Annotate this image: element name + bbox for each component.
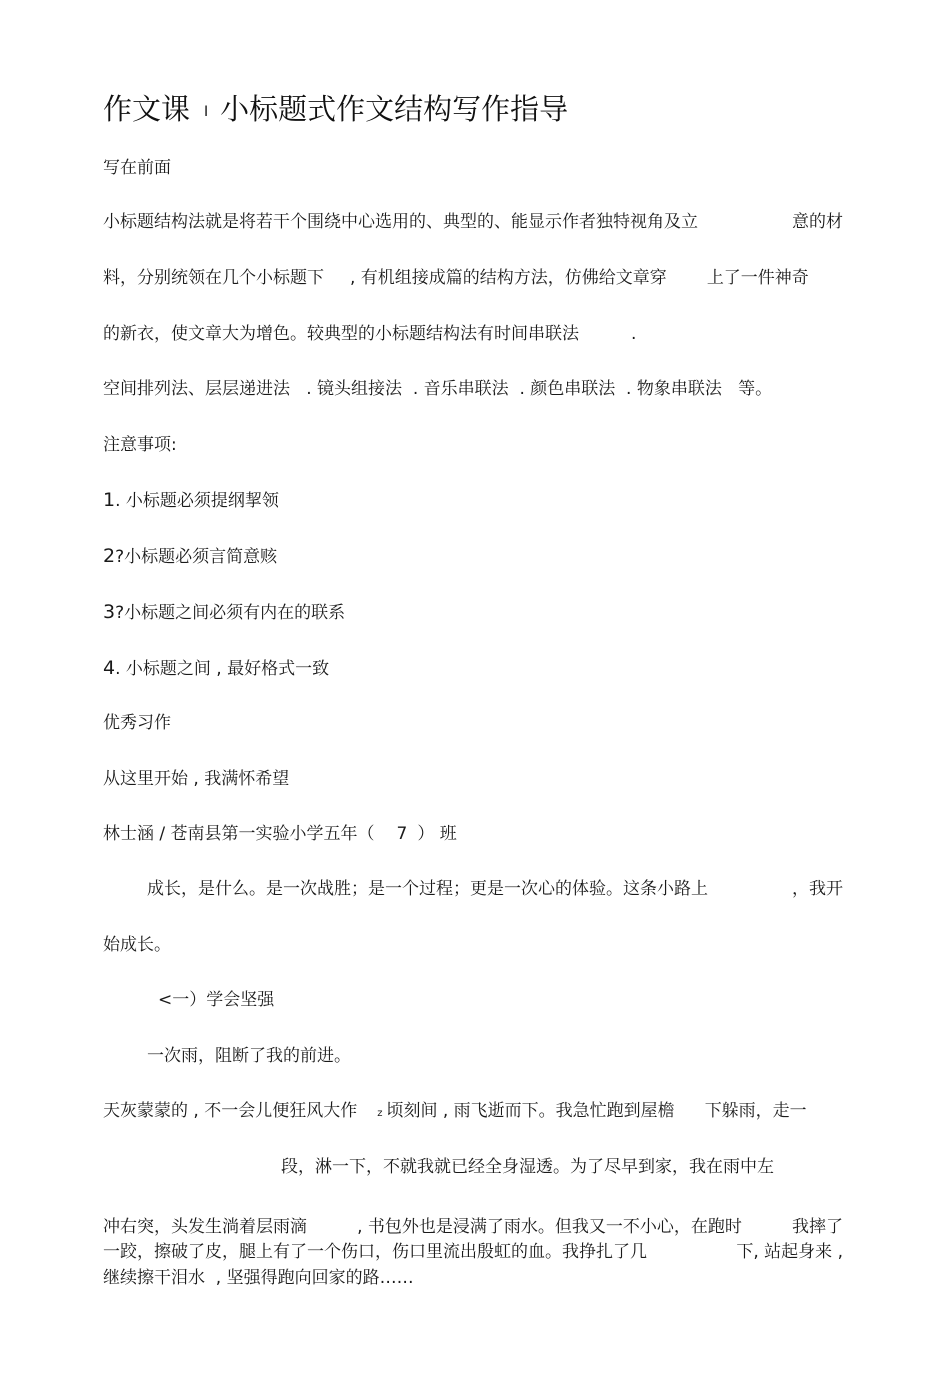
page-title (103, 90, 568, 131)
essay-paragraph-3-line-1 (103, 1100, 807, 1125)
intro-text: 小标题结构法就是将若干个围绕中心选用的、典型的、能显示作者独特视角及立 (103, 212, 698, 232)
essay-paragraph-3-line-4 (103, 1241, 843, 1263)
essay-paragraph-2: 一次雨，阻断了我的前进。 (147, 1046, 351, 1066)
intro-heading: 写在前面 (103, 158, 171, 178)
essay-title: 从这里开始 , 我满怀希望 (103, 769, 290, 789)
title-subtitle: 小标题式作文结构写作指导 (220, 92, 569, 126)
essay-paragraph-1-line-1 (147, 878, 843, 900)
essay-text: 下, 站起身来 , (736, 1242, 843, 1262)
essay-subheading: <一）学会坚强 (158, 990, 275, 1010)
author-class-number: 7 (396, 824, 408, 844)
essay-text: 成长，是什么。是一次战胜；是一个过程；更是一次心的体验。这条小路上 (147, 879, 708, 899)
intro-text: 的新衣，使文章大为增色。较典型的小标题结构法有时间串联法 (103, 324, 579, 344)
title-separator: I (204, 104, 209, 120)
essay-mark: z (377, 1108, 383, 1119)
essay-text: 我摔了 (792, 1217, 843, 1237)
note-item (103, 489, 279, 512)
note-text: ?小标题必须言简意赅 (115, 547, 278, 567)
note-number: 3 (103, 601, 116, 623)
intro-paragraph-line-2 (103, 267, 809, 289)
essay-text: 下躲雨，走一 (704, 1101, 807, 1121)
essay-text: 顷刻间 , 雨飞逝而下。我急忙跑到屋檐 (386, 1101, 675, 1121)
intro-text: 上了一件神奇 (706, 268, 809, 288)
intro-text: 料，分别统领在几个小标题下 (103, 268, 324, 288)
essay-text: 冲右突，头发生淌着层雨滴 (103, 1217, 307, 1237)
note-number: 2 (103, 545, 116, 567)
note-item (103, 657, 329, 680)
essay-paragraph-1-line-2: 始成长。 (103, 935, 171, 955)
essay-text: ，我开 (792, 879, 843, 899)
note-text: ?小标题之间必须有内在的联系 (115, 603, 346, 623)
note-item (103, 601, 345, 624)
note-text: . 小标题必须提纲挈领 (115, 491, 279, 511)
essay-author (103, 823, 457, 845)
intro-text: 意的材 (792, 212, 843, 232)
note-number: 4 (103, 657, 116, 679)
title-main: 作文课 (103, 92, 191, 126)
intro-text: , 有机组接成篇的结构方法，仿佛给文章穿 (350, 268, 667, 288)
intro-paragraph-line-4: 空间排列法、层层递进法 . 镜头组接法 . 音乐串联法 . 颜色串联法 . 物象串联法 等。 (103, 379, 773, 399)
notes-heading: 注意事项: (103, 435, 177, 455)
intro-text: . (631, 324, 637, 344)
note-number: 1 (103, 489, 116, 511)
essay-paragraph-3-line-2: 段，淋一下，不就我就已经全身湿透。为了尽早到家，我在雨中左 (281, 1157, 774, 1177)
essay-text: 天灰蒙蒙的 , 不一会儿便狂风大作 (103, 1101, 358, 1121)
note-item (103, 545, 277, 568)
essay-text: , 书包外也是浸满了雨水。但我又一不小心，在跑时 (357, 1217, 742, 1237)
author-text: 林士涵 / 苍南县第一实验小学五年（ (103, 824, 375, 844)
essay-paragraph-3-line-3 (103, 1216, 843, 1238)
intro-paragraph-line-3 (103, 323, 636, 345)
essay-paragraph-3-line-5: 继续擦干泪水 , 坚强得跑向回家的路…… (103, 1268, 414, 1288)
essay-text: 一跤，擦破了皮，腿上有了一个伤口，伤口里流出殷虹的血。我挣扎了几 (103, 1242, 647, 1262)
essay-section-label: 优秀习作 (103, 713, 171, 733)
intro-paragraph-line-1 (103, 211, 843, 233)
note-text: . 小标题之间 , 最好格式一致 (115, 659, 330, 679)
author-text: ） 班 (417, 824, 457, 844)
